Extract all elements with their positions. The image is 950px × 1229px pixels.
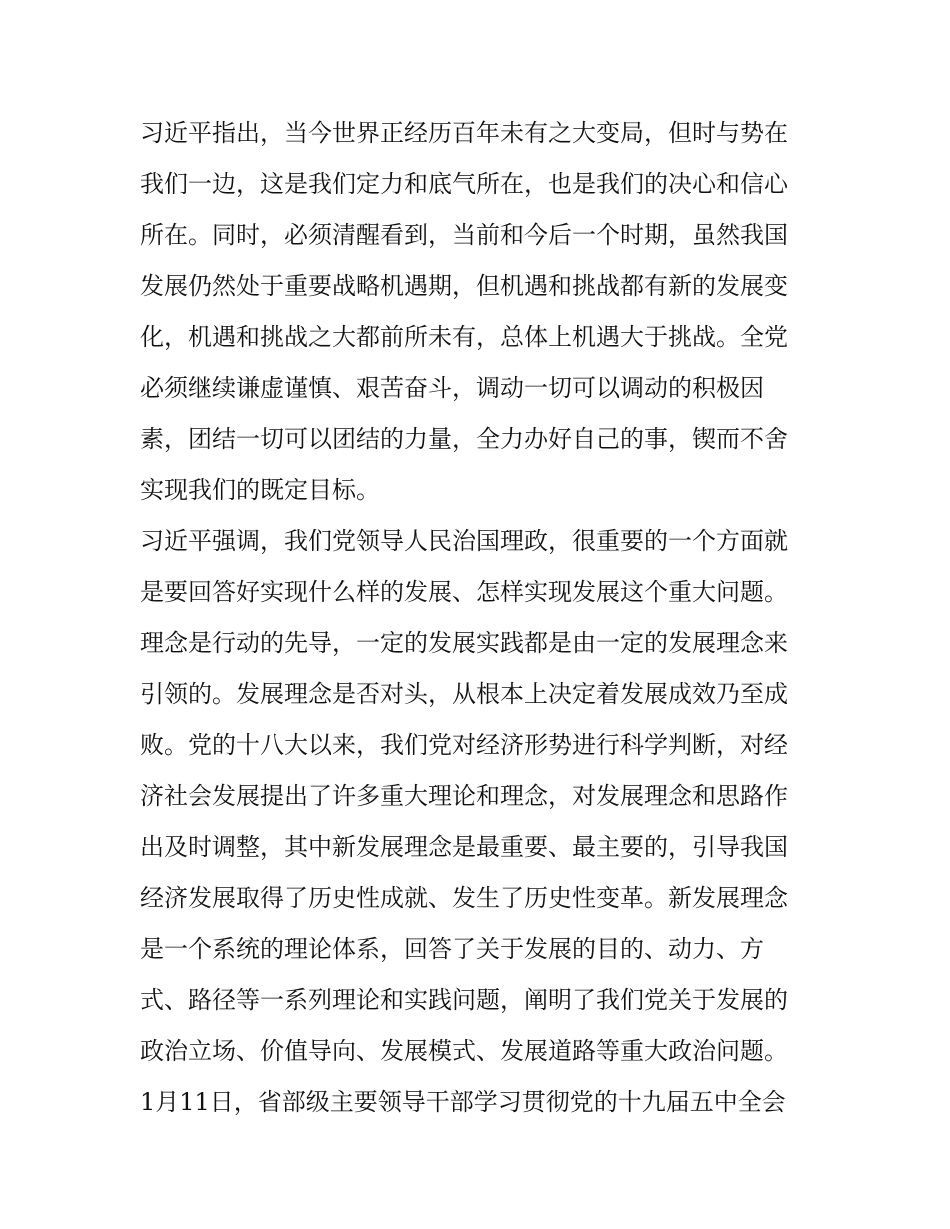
text-line: 必须继续谦虚谨慎、艰苦奋斗，调动一切可以调动的积极因: [140, 374, 764, 402]
text-line: 实现我们的既定目标。: [140, 476, 380, 504]
text-line: 是要回答好实现什么样的发展、怎样实现发展这个重大问题。: [140, 578, 788, 606]
text-line: 所在。同时，必须清醒看到，当前和今后一个时期，虽然我国: [140, 221, 788, 249]
text-line: 化，机遇和挑战之大都前所未有，总体上机遇大于挑战。全党: [140, 323, 788, 351]
text-line: 政治立场、价值导向、发展模式、发展道路等重大政治问题。: [140, 1037, 788, 1065]
text-line: 素，团结一切可以团结的力量，全力办好自己的事，锲而不舍: [140, 425, 788, 453]
text-line: 理念是行动的先导，一定的发展实践都是由一定的发展理念来: [140, 629, 788, 657]
text-line: 败。党的十八大以来，我们党对经济形势进行科学判断，对经: [140, 731, 788, 759]
text-line: 出及时调整，其中新发展理念是最重要、最主要的，引导我国: [140, 833, 788, 861]
text-line: 是一个系统的理论体系，回答了关于发展的目的、动力、方: [140, 935, 764, 963]
text-line: 我们一边，这是我们定力和底气所在，也是我们的决心和信心: [140, 170, 788, 198]
text-line: 发展仍然处于重要战略机遇期，但机遇和挑战都有新的发展变: [140, 272, 788, 300]
text-line: 引领的。发展理念是否对头，从根本上决定着发展成效乃至成: [140, 680, 788, 708]
text-line: 习近平强调，我们党领导人民治国理政，很重要的一个方面就: [140, 527, 788, 555]
text-line: 经济发展取得了历史性成就、发生了历史性变革。新发展理念: [140, 884, 788, 912]
text-line: 习近平指出，当今世界正经历百年未有之大变局，但时与势在: [140, 119, 788, 147]
body-text: [140, 108, 812, 1128]
text-line: 济社会发展提出了许多重大理论和理念，对发展理念和思路作: [140, 782, 788, 810]
text-line: 式、路径等一系列理论和实践问题，阐明了我们党关于发展的: [140, 986, 788, 1014]
text-line: 1月11日，省部级主要领导干部学习贯彻党的十九届五中全会: [140, 1088, 786, 1116]
